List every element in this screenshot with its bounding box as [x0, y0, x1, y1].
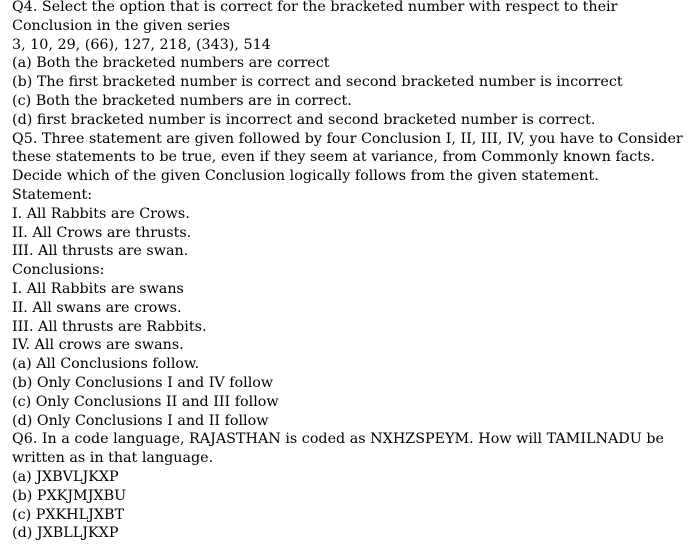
question-6-option-b: (b) PXKJMJXBU: [12, 487, 127, 504]
question-4-text-line-2: Conclusion in the given series: [12, 17, 231, 34]
question-4-text-line-1: Q4. Select the option that is correct for the bracketed number with respect to their: [12, 0, 618, 15]
statement-item: II. All Crows are thrusts.: [12, 224, 192, 241]
question-5-option-c: (c) Only Conclusions II and III follow: [12, 393, 279, 410]
question-5-option-d: (d) Only Conclusions I and II follow: [12, 412, 269, 429]
question-5-text-line-3: Decide which of the given Conclusion logically follows from the given statement.: [12, 168, 599, 185]
question-4-option-b: (b) The first bracketed number is correct and second bracketed number is incorrect: [12, 74, 623, 91]
question-6-option-a: (a) JXBVLJKXP: [12, 468, 119, 485]
conclusion-item: I. All Rabbits are swans: [12, 280, 184, 297]
question-5-option-a: (a) All Conclusions follow.: [12, 356, 200, 373]
statement-heading: Statement:: [12, 186, 93, 203]
question-6-option-d: (d) JXBLLJKXP: [12, 525, 119, 542]
document-page: [12, 0, 692, 543]
question-6-text-line-1: Q6. In a code language, RAJASTHAN is coded as NXHZSPEYM. How will TAMILNADU be: [12, 431, 664, 448]
question-6-text-line-2: written as in that language.: [12, 450, 214, 467]
question-4-series: 3, 10, 29, (66), 127, 218, (343), 514: [12, 36, 271, 53]
question-5: [12, 130, 692, 431]
question-5-text-line-1: Q5. Three statement are given followed by four Conclusion I, II, III, IV, you have to Consider: [12, 130, 683, 147]
conclusion-item: IV. All crows are swans.: [12, 337, 184, 354]
conclusions-heading: Conclusions:: [12, 262, 105, 279]
question-5-option-b: (b) Only Conclusions I and IV follow: [12, 374, 274, 391]
statement-item: III. All thrusts are swan.: [12, 243, 189, 260]
question-4-option-a: (a) Both the bracketed numbers are correct: [12, 55, 330, 72]
conclusion-item: III. All thrusts are Rabbits.: [12, 318, 207, 335]
question-6-option-c: (c) PXKHLJXBT: [12, 506, 125, 523]
question-4-option-d: (d) first bracketed number is incorrect and second bracketed number is correct.: [12, 111, 596, 128]
conclusion-item: II. All swans are crows.: [12, 299, 182, 316]
question-4: [12, 0, 692, 130]
statement-item: I. All Rabbits are Crows.: [12, 205, 190, 222]
question-5-text-line-2: these statements to be true, even if they seem at variance, from Commonly known facts.: [12, 149, 655, 166]
question-6: [12, 430, 692, 543]
question-4-option-c: (c) Both the bracketed numbers are in correct.: [12, 92, 352, 109]
